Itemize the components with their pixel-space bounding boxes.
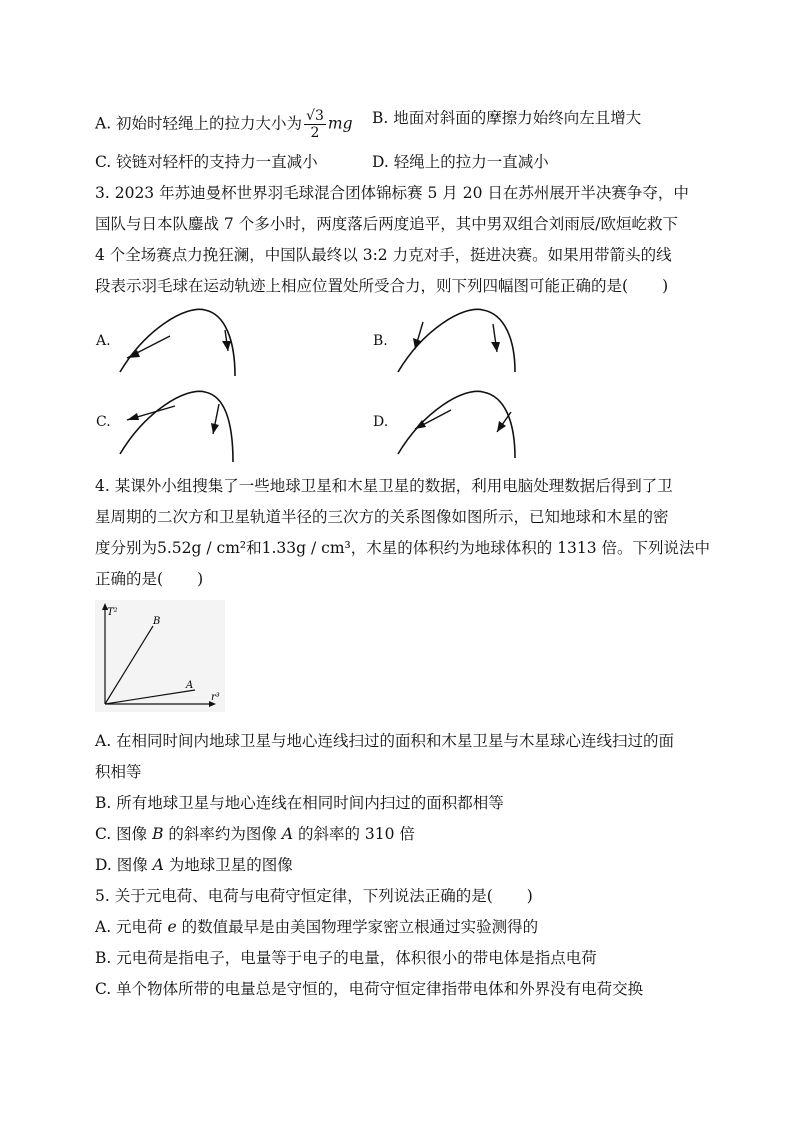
graph-a-ref: A [281, 825, 294, 843]
q3-line-3: 4 个全场赛点力挽狂澜，中国队最终以 3:2 力克对手，挺进决赛。如果用带箭头的线 [95, 246, 672, 264]
q4-option-a-line-2: 积相等 [95, 763, 142, 781]
q3-figure-b [393, 300, 528, 380]
q3-figure-label-c: C. [96, 414, 111, 430]
q5-option-a-post: 的数值最早是由美国物理学家密立根通过实验测得的 [176, 918, 539, 936]
elementary-charge-symbol: e [167, 918, 177, 936]
line-b-label: B [153, 616, 161, 627]
q2-option-d: D. 轻绳上的拉力一直减小 [372, 153, 549, 171]
x-axis-label: r³ [211, 692, 220, 703]
q4-option-d [95, 855, 293, 875]
mg-symbol: mg [327, 114, 353, 133]
q3-figure-label-b: B. [373, 333, 388, 349]
q3-figure-d [393, 382, 528, 462]
q3-figure-label-a: A. [96, 333, 111, 349]
q4-line-2: 星周期的二次方和卫星轨道半径的三次方的关系图像如图所示，已知地球和木星的密 [95, 508, 669, 526]
q2-option-c: C. 铰链对轻杆的支持力一直减小 [95, 153, 318, 171]
q4-line-3 [95, 538, 710, 558]
q5-stem [95, 886, 533, 906]
q3-figure-a [115, 300, 250, 380]
q2-option-b: B. 地面对斜面的摩擦力始终向左且增大 [372, 109, 642, 127]
q4-option-c-pre: C. 图像 [95, 825, 153, 843]
q5-stem-text: 5. 关于元电荷、电荷与电荷守恒定律，下列说法正确的是( [95, 887, 493, 905]
fraction-numerator: √3 [306, 108, 324, 124]
y-axis-label: T² [107, 607, 118, 618]
q4-option-c-post: 的斜率的 310 倍 [293, 825, 415, 843]
jupiter-density: 1.33g / cm³ [261, 539, 351, 557]
q4-line-3-pre: 度分别为 [95, 539, 158, 557]
q5-option-a [95, 917, 538, 937]
q4-line-3-mid: 和 [246, 539, 262, 557]
earth-density: 5.52g / cm² [157, 539, 247, 557]
q2-option-a-text: A. 初始时轻绳上的拉力大小为 [95, 114, 303, 133]
q4-option-c [95, 824, 415, 844]
q2-option-a [95, 108, 353, 141]
q5-option-c: C. 单个物体所带的电量总是守恒的，电荷守恒定律指带电体和外界没有电荷交换 [95, 980, 644, 998]
q4-line-1: 4. 某课外小组搜集了一些地球卫星和木星卫星的数据，利用电脑处理数据后得到了卫 [95, 477, 673, 495]
q4-option-a-line-1: A. 在相同时间内地球卫星与地心连线扫过的面积和木星卫星与木星球心连线扫过的面 [95, 732, 675, 750]
q3-figure-label-d: D. [373, 414, 389, 430]
line-a-label: A [186, 680, 194, 691]
q4-graph [95, 600, 225, 712]
q4-option-b: B. 所有地球卫星与地心连线在相同时间内扫过的面积都相等 [95, 794, 504, 812]
fraction-denominator: 2 [310, 125, 320, 141]
q5-close-paren: ) [526, 887, 533, 905]
q4-option-d-post: 为地球卫星的图像 [163, 856, 293, 874]
q3-figure-c [115, 382, 250, 462]
q3-line-4-text: 段表示羽毛球在运动轨迹上相应位置处所受合力，则下列四幅图可能正确的是( [95, 277, 629, 295]
q3-close-paren: ) [662, 277, 669, 295]
q3-line-1: 3. 2023 年苏迪曼杯世界羽毛球混合团体锦标赛 5 月 20 日在苏州展开半决赛争夺，中 [95, 184, 689, 202]
q4-option-c-mid: 的斜率约为图像 [163, 825, 282, 843]
graph-b-ref: B [152, 825, 164, 843]
q4-line-4-text: 正确的是( [95, 570, 164, 588]
q4-line-4 [95, 569, 203, 589]
q3-line-2: 国队与日本队鏖战 7 个多小时，两度落后两度追平，其中男双组合刘雨辰/欧烜屹救下 [95, 215, 678, 233]
fraction-sqrt3-over-2 [304, 108, 326, 141]
q5-option-b: B. 元电荷是指电子，电量等于电子的电量，体积很小的带电体是指点电荷 [95, 949, 597, 967]
graph-a-ref-d: A [152, 856, 164, 874]
q4-line-3-post: ，木星的体积约为地球体积的 1313 倍。下列说法中 [350, 539, 711, 557]
q3-line-4 [95, 276, 668, 296]
q5-option-a-pre: A. 元电荷 [95, 918, 168, 936]
q4-option-d-pre: D. 图像 [95, 856, 153, 874]
q4-close-paren: ) [197, 570, 204, 588]
